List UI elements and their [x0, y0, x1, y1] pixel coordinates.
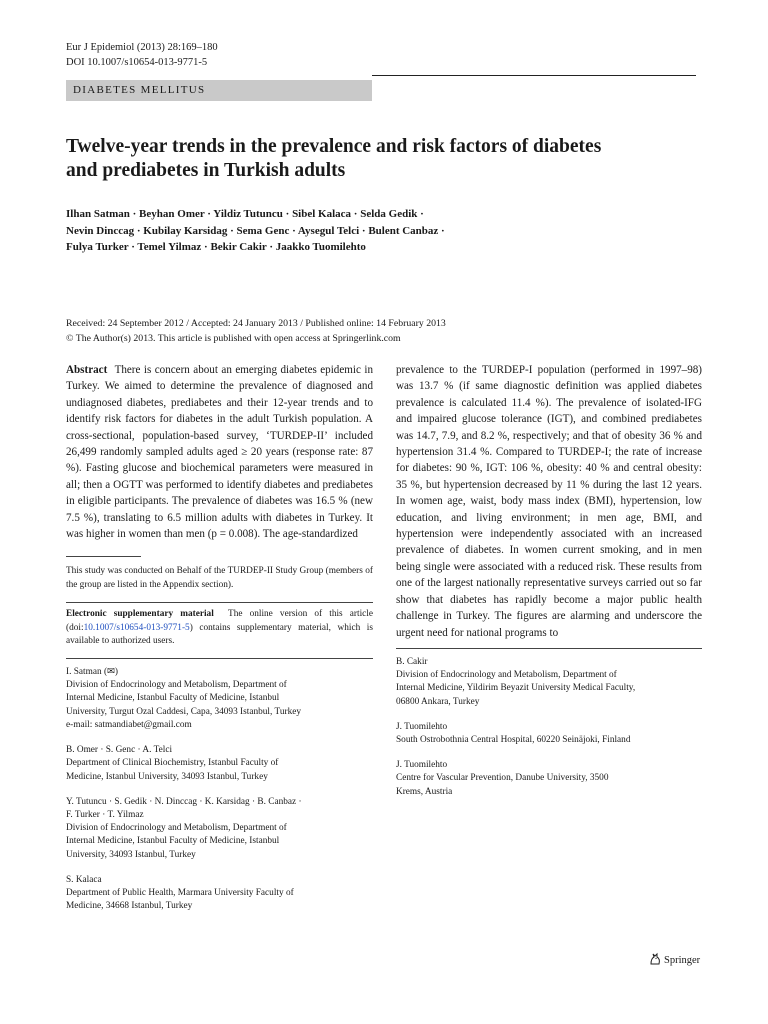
title-line-2: and prediabetes in Turkish adults [66, 160, 346, 181]
journal-citation [66, 40, 218, 70]
affiliation-block [66, 874, 373, 914]
dates-line: Received: 24 September 2012 / Accepted: 24 January 2013 / Published online: 14 February 2013 [66, 318, 446, 329]
esm-doi-link[interactable]: 10.1007/s10654-013-9771-5 [83, 622, 190, 633]
section-label: DIABETES MELLITUS [66, 80, 372, 101]
affiliation-names: J. Tuomilehto [396, 760, 448, 771]
esm-note [66, 608, 373, 648]
affiliation-block [396, 759, 702, 799]
abstract-label: Abstract [66, 364, 108, 376]
article-title [66, 135, 706, 183]
affiliation-line: Internal Medicine, Istanbul Faculty of Medicine, Istanbul [66, 693, 280, 704]
affiliation-line: Division of Endocrinology and Metabolism, Department of [66, 823, 287, 834]
affiliation-line: Internal Medicine, Yildirim Beyazit University Medical Faculty, [396, 683, 636, 694]
abstract-text-right: prevalence to the TURDEP-I population (performed in 1997–98) was 13.7 % (if same diagnostic definition was applied diabetes prevalence is calculated 11.4 %). The prevalence of isolated-IFG and impaired glucose tolerance (IGT), and combined prediabetes was 14.7, 7.9, and 8.2 %, respectively; and that of obesity 36 % and hypertension 31.4 %. Compared to TURDEP-I; the rate of increase for diabetes: 90 %, IGT: 106 %, obesity: 40 % and central obesity: 35 %, but hypertension decreased by 11 % during the last 12 years. In women age, waist, body mass index (BMI), hypertension, low education, and living environment; in men age, BMI, and hypertension were independently associated with an increased prevalence of diabetes. In women current smoking, and in men being single were associated with a reduced risk. These results from one of the largest nationally representative surveys carried out so far show that diabetes has rapidly become a major public health challenge in Turkey. The figures are alarming and underscore the urgent need for national programs to [396, 364, 702, 639]
affiliation-names: B. Omer · S. Genc · A. Telci [66, 745, 173, 756]
affiliation-block [396, 721, 702, 747]
authors-line-2: Nevin Dinccag · Kubilay Karsidag · Sema Genc · Aysegul Telci · Bulent Canbaz · [66, 224, 445, 237]
affiliation-line: Krems, Austria [396, 786, 453, 797]
affiliation-line: South Ostrobothnia Central Hospital, 60220 Seinäjoki, Finland [396, 734, 631, 745]
right-column [396, 362, 702, 799]
affiliation-names: J. Tuomilehto [396, 721, 448, 732]
affiliation-line: 06800 Ankara, Turkey [396, 696, 480, 707]
publisher-name: Springer [664, 954, 701, 966]
abstract-text-left: There is concern about an emerging diabetes epidemic in Turkey. We aimed to determine the prevalence of diagnosed and undiagnosed diabetes, prediabetes and their 12-year trends and to identify risk factors for diabetes in the adult Turkish population. A cross-sectional, population-based survey, ‘TURDEP-II’ included 26,499 randomly sampled adults aged ≥ 20 years (response rate: 87 %). Fasting glucose and biochemical parameters were measured in all; then a OGTT was performed to identify diabetes and prediabetes in eligible participants. The prevalence of diabetes was 16.5 % (new 7.5 %), translating to 6.5 million adults with diabetes in Turkey. It was higher in women than men (p = 0.008). The age-standardized [66, 364, 373, 541]
affiliation-line: Department of Clinical Biochemistry, Istanbul Faculty of [66, 758, 279, 769]
affiliation-email[interactable]: e-mail: satmandiabet@gmail.com [66, 719, 192, 730]
affiliation-line: Medicine, Istanbul University, 34093 Istanbul, Turkey [66, 771, 268, 782]
affiliation-block [66, 744, 373, 784]
affiliation-names: Y. Tutuncu · S. Gedik · N. Dinccag · K. Karsidag · B. Canbaz · [66, 796, 302, 807]
authors-line-3: Fulya Turker · Temel Yilmaz · Bekir Cakir · Jaakko Tuomilehto [66, 241, 366, 253]
affiliation-line: Division of Endocrinology and Metabolism, Department of [66, 680, 287, 691]
footnote-separator [66, 556, 141, 557]
header-rule [372, 75, 696, 76]
publication-info [66, 316, 706, 346]
affiliation-block [66, 796, 373, 862]
affiliation-line: Internal Medicine, Istanbul Faculty of Medicine, Istanbul [66, 836, 280, 847]
affiliation-line: Medicine, 34668 Istanbul, Turkey [66, 901, 193, 912]
author-list [66, 206, 706, 256]
affiliation-line: Centre for Vascular Prevention, Danube University, 3500 [396, 773, 609, 784]
esm-text-after: ) contains supplementary material, which is available to authorized users. [66, 622, 373, 646]
esm-text-before: The online version of this article (doi: [66, 609, 373, 633]
affiliation-names: I. Satman (✉) [66, 667, 118, 678]
title-line-1: Twelve-year trends in the prevalence and risk factors of diabetes [66, 136, 602, 157]
affiliation-line: University, 34093 Istanbul, Turkey [66, 849, 196, 860]
copyright-line: © The Author(s) 2013. This article is published with open access at Springerlink.com [66, 333, 401, 344]
doi-line: DOI 10.1007/s10654-013-9771-5 [66, 57, 208, 68]
affiliation-block [66, 666, 373, 732]
affiliation-names: S. Kalaca [66, 874, 102, 885]
affiliation-line: University, Turgut Ozal Caddesi, Capa, 34093 Istanbul, Turkey [66, 706, 301, 717]
abstract-left [66, 362, 373, 542]
study-group-note: This study was conducted on Behalf of the TURDEP-II Study Group (members of the group are listed in the Appendix section). [66, 566, 373, 590]
esm-separator [66, 602, 373, 603]
journal-line: Eur J Epidemiol (2013) 28:169–180 [66, 42, 218, 53]
affiliation-block [396, 656, 702, 709]
affiliation-line: Division of Endocrinology and Metabolism, Department of [396, 670, 617, 681]
publisher-mark [648, 952, 700, 969]
affiliation-separator [66, 658, 373, 659]
affiliation-line: Department of Public Health, Marmara University Faculty of [66, 887, 294, 898]
left-column [66, 362, 373, 913]
affiliation-names: B. Cakir [396, 656, 428, 667]
affiliation-line: F. Turker · T. Yilmaz [66, 809, 144, 820]
authors-line-1: Ilhan Satman · Beyhan Omer · Yildiz Tutuncu · Sibel Kalaca · Selda Gedik · [66, 208, 424, 220]
affiliation-separator [396, 648, 702, 649]
springer-horse-logo-icon [648, 952, 662, 969]
esm-label: Electronic supplementary material [66, 609, 214, 620]
